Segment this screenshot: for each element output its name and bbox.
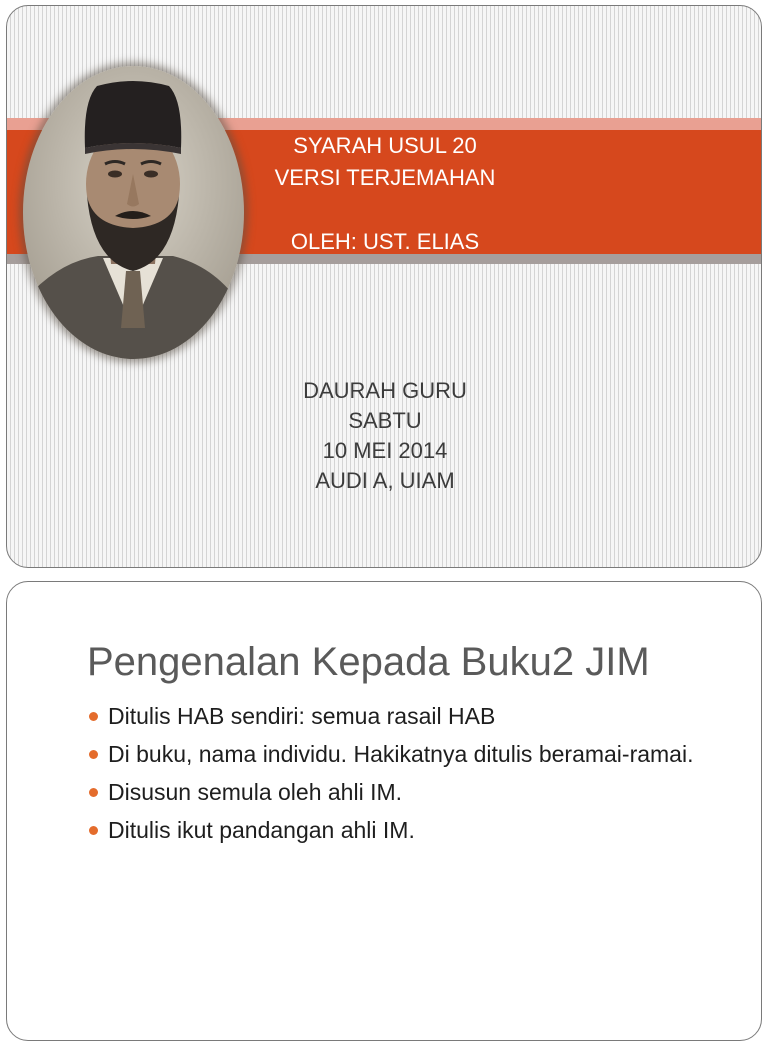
title-line: SYARAH USUL 20 [293, 133, 477, 158]
bullet-list [89, 700, 729, 852]
bullet-icon [89, 788, 98, 797]
bullet-icon [89, 826, 98, 835]
bullet-item [89, 814, 729, 846]
info-line: 10 MEI 2014 [322, 438, 448, 463]
slide-title: Pengenalan Kepada Buku2 JIM [87, 640, 650, 684]
bullet-item [89, 738, 729, 770]
bullet-text: Ditulis ikut pandangan ahli IM. [108, 817, 415, 843]
bullet-item [89, 776, 729, 808]
portrait-photo [23, 66, 244, 359]
info-line: AUDI A, UIAM [315, 468, 455, 493]
bullet-text: Disusun semula oleh ahli IM. [108, 779, 403, 805]
event-info [235, 376, 535, 496]
bullet-icon [89, 750, 98, 759]
bullet-text: Ditulis HAB sendiri: semua rasail HAB [108, 703, 496, 729]
title-line: OLEH: UST. ELIAS [290, 229, 480, 254]
bullet-item [89, 700, 729, 732]
presentation-title [250, 130, 520, 258]
content-slide [6, 581, 762, 1041]
title-line [250, 194, 520, 226]
info-line: SABTU [348, 408, 422, 433]
info-line: DAURAH GURU [303, 378, 467, 403]
title-line: VERSI TERJEMAHAN [274, 165, 496, 190]
bullet-text: Di buku, nama individu. Hakikatnya ditulis beramai-ramai. [108, 741, 694, 767]
title-slide [6, 5, 762, 568]
bullet-icon [89, 712, 98, 721]
